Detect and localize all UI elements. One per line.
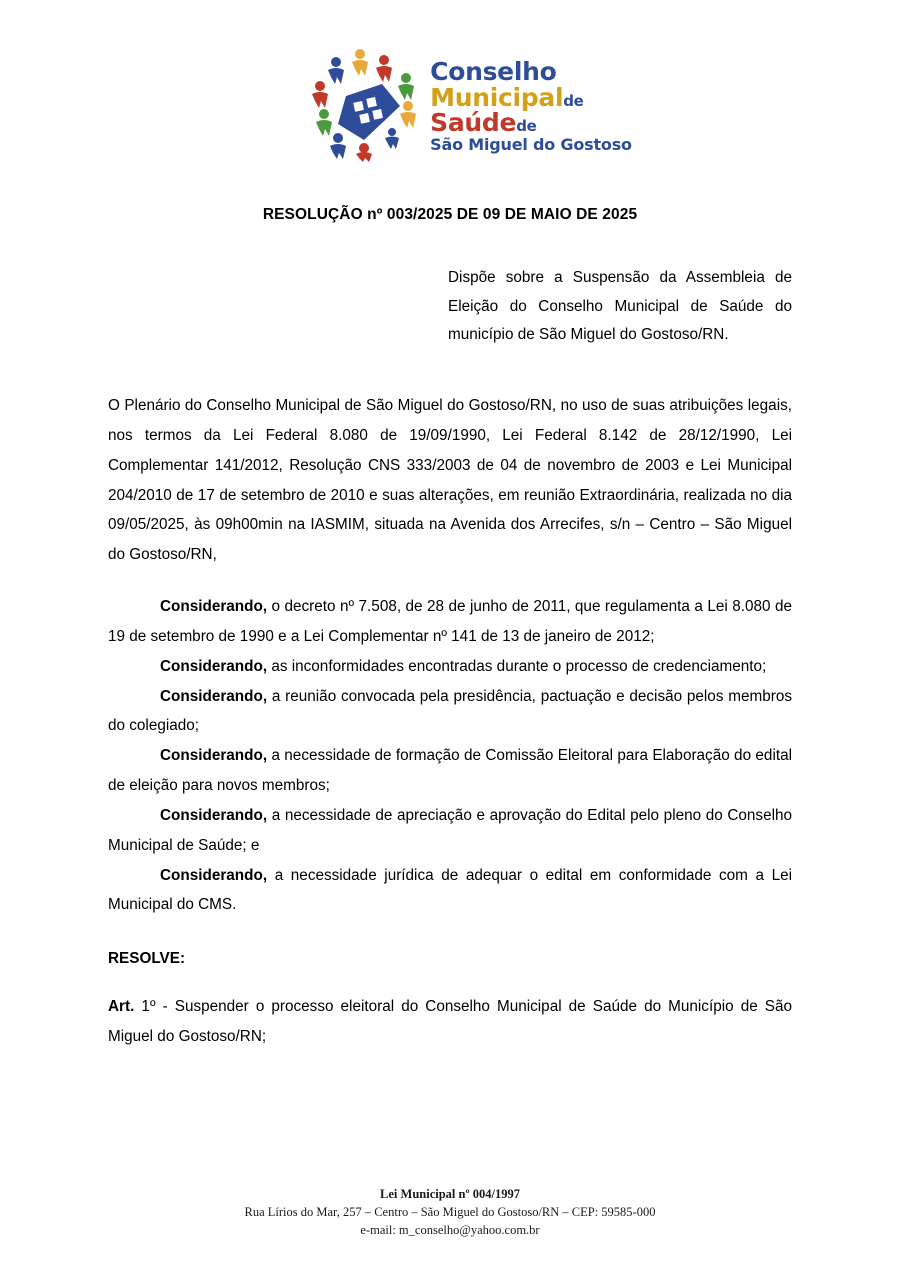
logo-line-conselho: Conselho: [430, 57, 557, 87]
considerando-item-3: [108, 682, 792, 742]
footer-address-line: Rua Lírios do Mar, 257 – Centro – São Miguel do Gostoso/RN – CEP: 59585-000: [244, 1204, 656, 1219]
considerando-label: Considerando,: [160, 598, 268, 616]
considerando-text: a reunião convocada pela presidência, pactuação e decisão pelos membros do colegiado;: [108, 687, 792, 735]
considerando-label: Considerando,: [160, 806, 268, 824]
resolve-heading: RESOLVE:: [108, 950, 186, 968]
considerando-item-6: [108, 861, 792, 921]
footer-law-line: Lei Municipal nº 004/1997: [380, 1186, 520, 1201]
considerando-label: Considerando,: [160, 747, 268, 765]
ementa-paragraph: Dispõe sobre a Suspensão da Assembleia de Eleição do Conselho Municipal de Saúde do município de São Miguel do Gostoso/RN.: [448, 269, 792, 343]
footer-email-line: e-mail: m_conselho@yahoo.com.br: [360, 1222, 540, 1237]
logo-line-municipio: São Miguel do Gostoso: [430, 134, 632, 154]
considerando-text: a necessidade de apreciação e aprovação do Edital pelo pleno do Conselho Municipal de Saúde; e: [108, 806, 792, 854]
considerando-text: as inconformidades encontradas durante o processo de credenciamento;: [267, 657, 767, 675]
preamble-paragraph: O Plenário do Conselho Municipal de São Miguel do Gostoso/RN, no uso de suas atribuições legais, nos termos da Lei Federal 8.080 de 19/09/1990, Lei Federal 8.142 de 28/12/1990, Lei Complementar 141/2012, Resolução CNS 333/2003 de 04 de novembro de 2003 e Lei Municipal 204/2010 de 17 de setembro de 2010 e suas alterações, em reunião Extraordinária, realizada no dia 09/05/2025, às 09h00min na IASMIM, situada na Avenida dos Arrecifes, s/n – Centro – São Miguel do Gostoso/RN,: [108, 397, 792, 564]
article-text: 1º - Suspender o processo eleitoral do Conselho Municipal de Saúde do Município de São Miguel do Gostoso/RN;: [108, 998, 792, 1045]
considerando-label: Considerando,: [160, 687, 268, 705]
page-title: RESOLUÇÃO nº 003/2025 DE 09 DE MAIO DE 2025: [262, 206, 638, 223]
page-footer: [0, 1185, 900, 1239]
logo-line-municipal: Municipalde: [430, 82, 584, 112]
council-logo: [308, 44, 632, 162]
logo-wordmark: [430, 53, 632, 153]
considerando-text: o decreto nº 7.508, de 28 de junho de 2011, que regulamenta a Lei 8.080 de 19 de setembro de 1990 e a Lei Complementar nº 141 de 13 de janeiro de 2012;: [108, 598, 792, 645]
considerando-item-1: [108, 592, 792, 652]
article-label: Art.: [108, 998, 135, 1016]
considerando-item-4: [108, 741, 792, 801]
document-body: [0, 200, 900, 1052]
considerando-item-2: [108, 652, 792, 682]
considerando-label: Considerando,: [160, 866, 268, 884]
logo-figures-icon: [308, 44, 424, 162]
considerando-text: a necessidade de formação de Comissão Eleitoral para Elaboração do edital de eleição para novos membros;: [108, 747, 792, 795]
header-logo-block: [0, 0, 900, 162]
logo-line-saude: Saúdede: [430, 108, 537, 138]
considerando-item-5: [108, 801, 792, 861]
considerando-label: Considerando,: [160, 657, 268, 675]
considerando-text: a necessidade jurídica de adequar o edital em conformidade com a Lei Municipal do CMS.: [108, 866, 792, 914]
article-1-paragraph: [108, 992, 792, 1052]
